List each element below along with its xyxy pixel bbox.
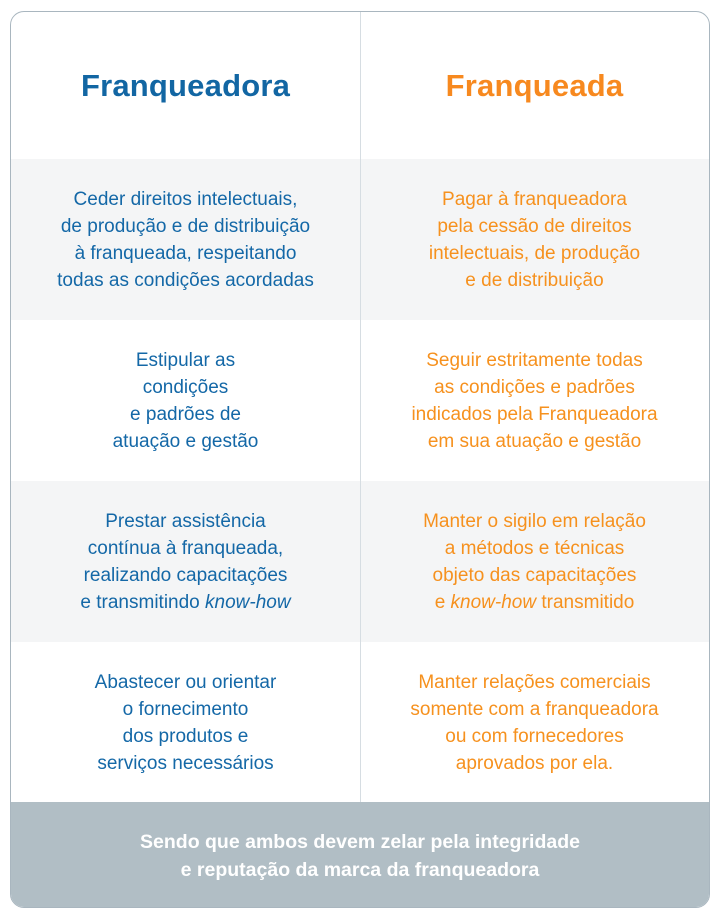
franqueada-cell [360, 481, 709, 642]
franqueadora-title: Franqueadora [80, 67, 291, 103]
franqueadora-duty-text: Abastecer ou orientar o fornecimento dos produtos e serviços necessários [94, 671, 277, 774]
footer-banner [11, 802, 709, 908]
franqueada-cell [360, 159, 709, 320]
header-cell-franqueada [360, 12, 709, 159]
comparison-table [10, 11, 710, 908]
franqueadora-cell [11, 159, 360, 320]
franqueadora-duty-text: Estipular as condições e padrões de atuação e gestão [112, 349, 259, 452]
franqueada-cell [360, 320, 709, 481]
franqueadora-duty-text: Ceder direitos intelectuais, de produção e de distribuição à franqueada, respeitando todas as condições acordadas [57, 188, 314, 291]
know-how-term: know-how [450, 591, 537, 613]
header-cell-franqueadora [11, 12, 360, 159]
know-how-term: know-how [205, 591, 291, 613]
footer-text: Sendo que ambos devem zelar pela integridade e reputação da marca da franqueadora [140, 830, 580, 881]
franqueadora-cell [11, 320, 360, 481]
franqueadora-cell [11, 481, 360, 642]
column-divider [360, 12, 361, 802]
franqueada-cell [360, 642, 709, 803]
franqueada-duty-text: Manter relações comerciais somente com a franqueadora ou com fornecedores aprovados por ela. [410, 671, 659, 774]
franqueada-duty-text: Seguir estritamente todas as condições e padrões indicados pela Franqueadora em sua atuação e gestão [411, 349, 658, 452]
franqueada-duty-text: Manter o sigilo em relação a métodos e técnicas objeto das capacitações e know-how transmitido [423, 510, 646, 613]
franqueada-duty-text: Pagar à franqueadora pela cessão de direitos intelectuais, de produção e de distribuição [428, 188, 641, 291]
franqueada-title: Franqueada [445, 67, 624, 103]
franqueadora-duty-text: Prestar assistência contínua à franqueada, realizando capacitações e transmitindo know-how [80, 510, 291, 613]
franqueadora-cell [11, 642, 360, 803]
